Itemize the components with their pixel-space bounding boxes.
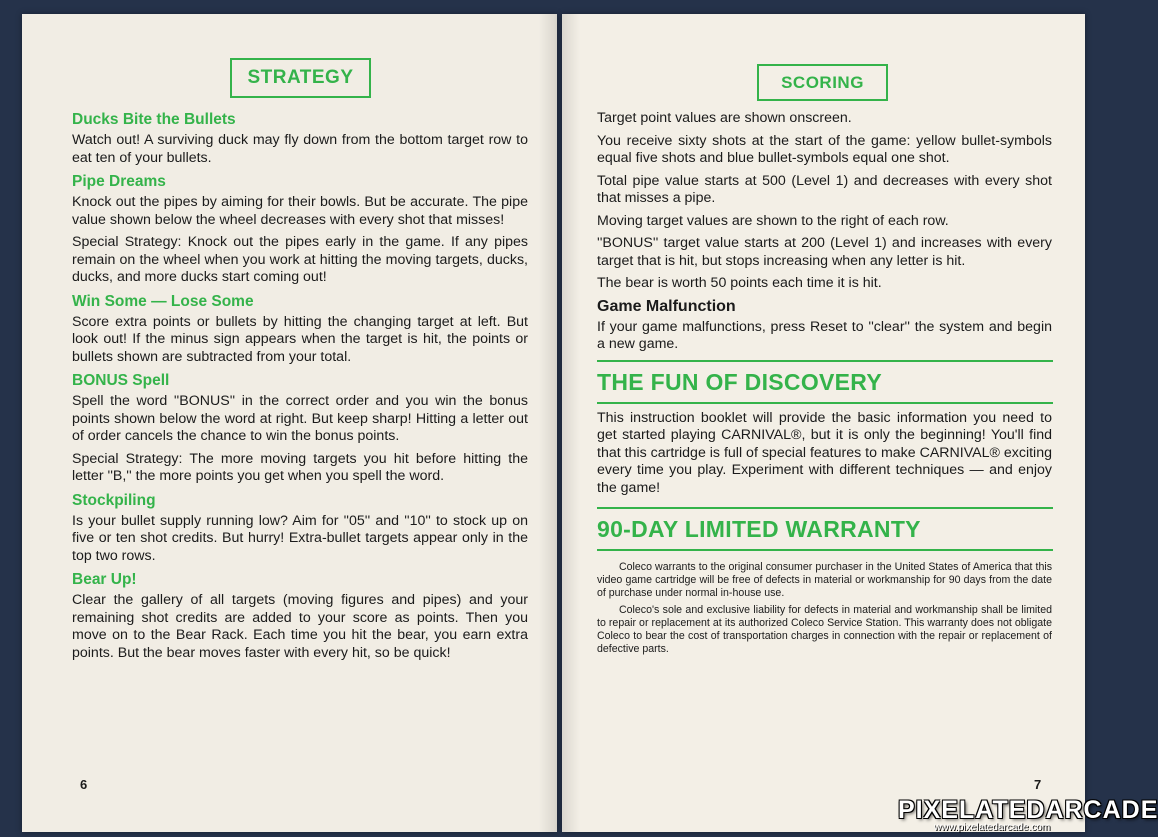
section-heading: Pipe Dreams bbox=[72, 173, 166, 190]
section-paragraph: Spell the word ''BONUS'' in the correct order and you win the bonus points shown below the word at right. But keep sharp! Hitting a letter out of order cancels the chance to win the bonus points. bbox=[72, 393, 528, 444]
section-heading: Ducks Bite the Bullets bbox=[72, 111, 236, 128]
section-paragraph: Special Strategy: Knock out the pipes early in the game. If any pipes remain on the wheel when you work at hitting the moving targets, ducks, ducks, and more ducks start coming out! bbox=[72, 234, 528, 285]
discovery-paragraph: This instruction booklet will provide the basic information you need to get started playing CARNIVAL®, but it is only the beginning! You'll find that this cartridge is full of special features to make CARNIVAL® exciting every time you play. Experiment with different techniques — and enjoy the game! bbox=[597, 409, 1052, 496]
section-paragraph: Special Strategy: The more moving targets you hit before hitting the letter ''B,'' the more points you get when you spell the word. bbox=[72, 450, 528, 484]
page-number: 6 bbox=[80, 777, 88, 792]
scoring-paragraph: The bear is worth 50 points each time it is hit. bbox=[597, 275, 882, 291]
strategy-title: STRATEGY bbox=[230, 58, 371, 98]
section-heading: BONUS Spell bbox=[72, 372, 170, 389]
watermark-logo: PIXELATEDARCADE bbox=[898, 796, 1158, 824]
scoring-title: SCORING bbox=[757, 64, 888, 101]
scoring-column bbox=[597, 110, 1052, 660]
section-heading: Win Some — Lose Some bbox=[72, 292, 254, 310]
divider bbox=[597, 402, 1053, 404]
spine-shadow bbox=[539, 14, 557, 832]
discovery-heading: THE FUN OF DISCOVERY bbox=[597, 368, 882, 395]
section-paragraph: Knock out the pipes by aiming for their bowls. But be accurate. The pipe value shown below the wheel decreases with every shot that misses! bbox=[72, 194, 528, 228]
watermark-url: www.pixelatedarcade.com bbox=[934, 822, 1051, 833]
section-heading: Stockpiling bbox=[72, 491, 156, 509]
scoring-paragraph: You receive sixty shots at the start of the game: yellow bullet-symbols equal five shots and blue bullet-symbols equal one shot. bbox=[597, 132, 1052, 166]
strategy-column bbox=[72, 110, 528, 667]
page-number: 7 bbox=[1034, 777, 1042, 792]
divider bbox=[597, 549, 1053, 551]
malfunction-paragraph: If your game malfunctions, press Reset to ''clear'' the system and begin a new game. bbox=[597, 318, 1052, 352]
warranty-paragraph: Coleco warrants to the original consumer purchaser in the United States of America that this video game cartridge will be free of defects in material or workmanship for 90 days from the date of purchase under normal in-house use. bbox=[597, 561, 1052, 599]
scoring-paragraph: Total pipe value starts at 500 (Level 1) and decreases with every shot that misses a pipe. bbox=[597, 172, 1052, 206]
section-paragraph: Watch out! A surviving duck may fly down from the bottom target row to eat ten of your bullets. bbox=[72, 132, 528, 166]
spine-shadow bbox=[562, 14, 580, 832]
section-paragraph: Score extra points or bullets by hitting the changing target at left. But look out! If the minus sign appears when the target is hit, the points or bullets shown are subtracted from your total. bbox=[72, 313, 528, 365]
right-page bbox=[562, 14, 1085, 832]
malfunction-heading: Game Malfunction bbox=[597, 297, 736, 315]
section-paragraph: Clear the gallery of all targets (moving figures and pipes) and your remaining shot credits are added to your score as points. Then you move on to the Bear Rack. Each time you hit the bear, you earn extra points. But the bear moves faster with every hit, so be quick! bbox=[72, 592, 528, 661]
section-heading: Bear Up! bbox=[72, 571, 137, 588]
scoring-paragraph: Target point values are shown onscreen. bbox=[597, 110, 852, 126]
scoring-paragraph: Moving target values are shown to the right of each row. bbox=[597, 212, 949, 229]
left-page bbox=[22, 14, 557, 832]
scoring-paragraph: ''BONUS'' target value starts at 200 (Level 1) and increases with every target that is hit, but stops increasing when any letter is hit. bbox=[597, 235, 1052, 269]
warranty-heading: 90-DAY LIMITED WARRANTY bbox=[597, 516, 921, 542]
warranty-paragraph: Coleco's sole and exclusive liability for defects in material and workmanship shall be limited to repair or replacement at its authorized Coleco Service Station. This warranty does not obligate Coleco to bear the cost of transportation charges in connection with the repair or replacement of defective parts. bbox=[597, 604, 1052, 655]
section-paragraph: Is your bullet supply running low? Aim for ''05'' and ''10'' to stock up on five or ten shot credits. But hurry! Extra-bullet targets appear only in the top two rows. bbox=[72, 512, 528, 564]
